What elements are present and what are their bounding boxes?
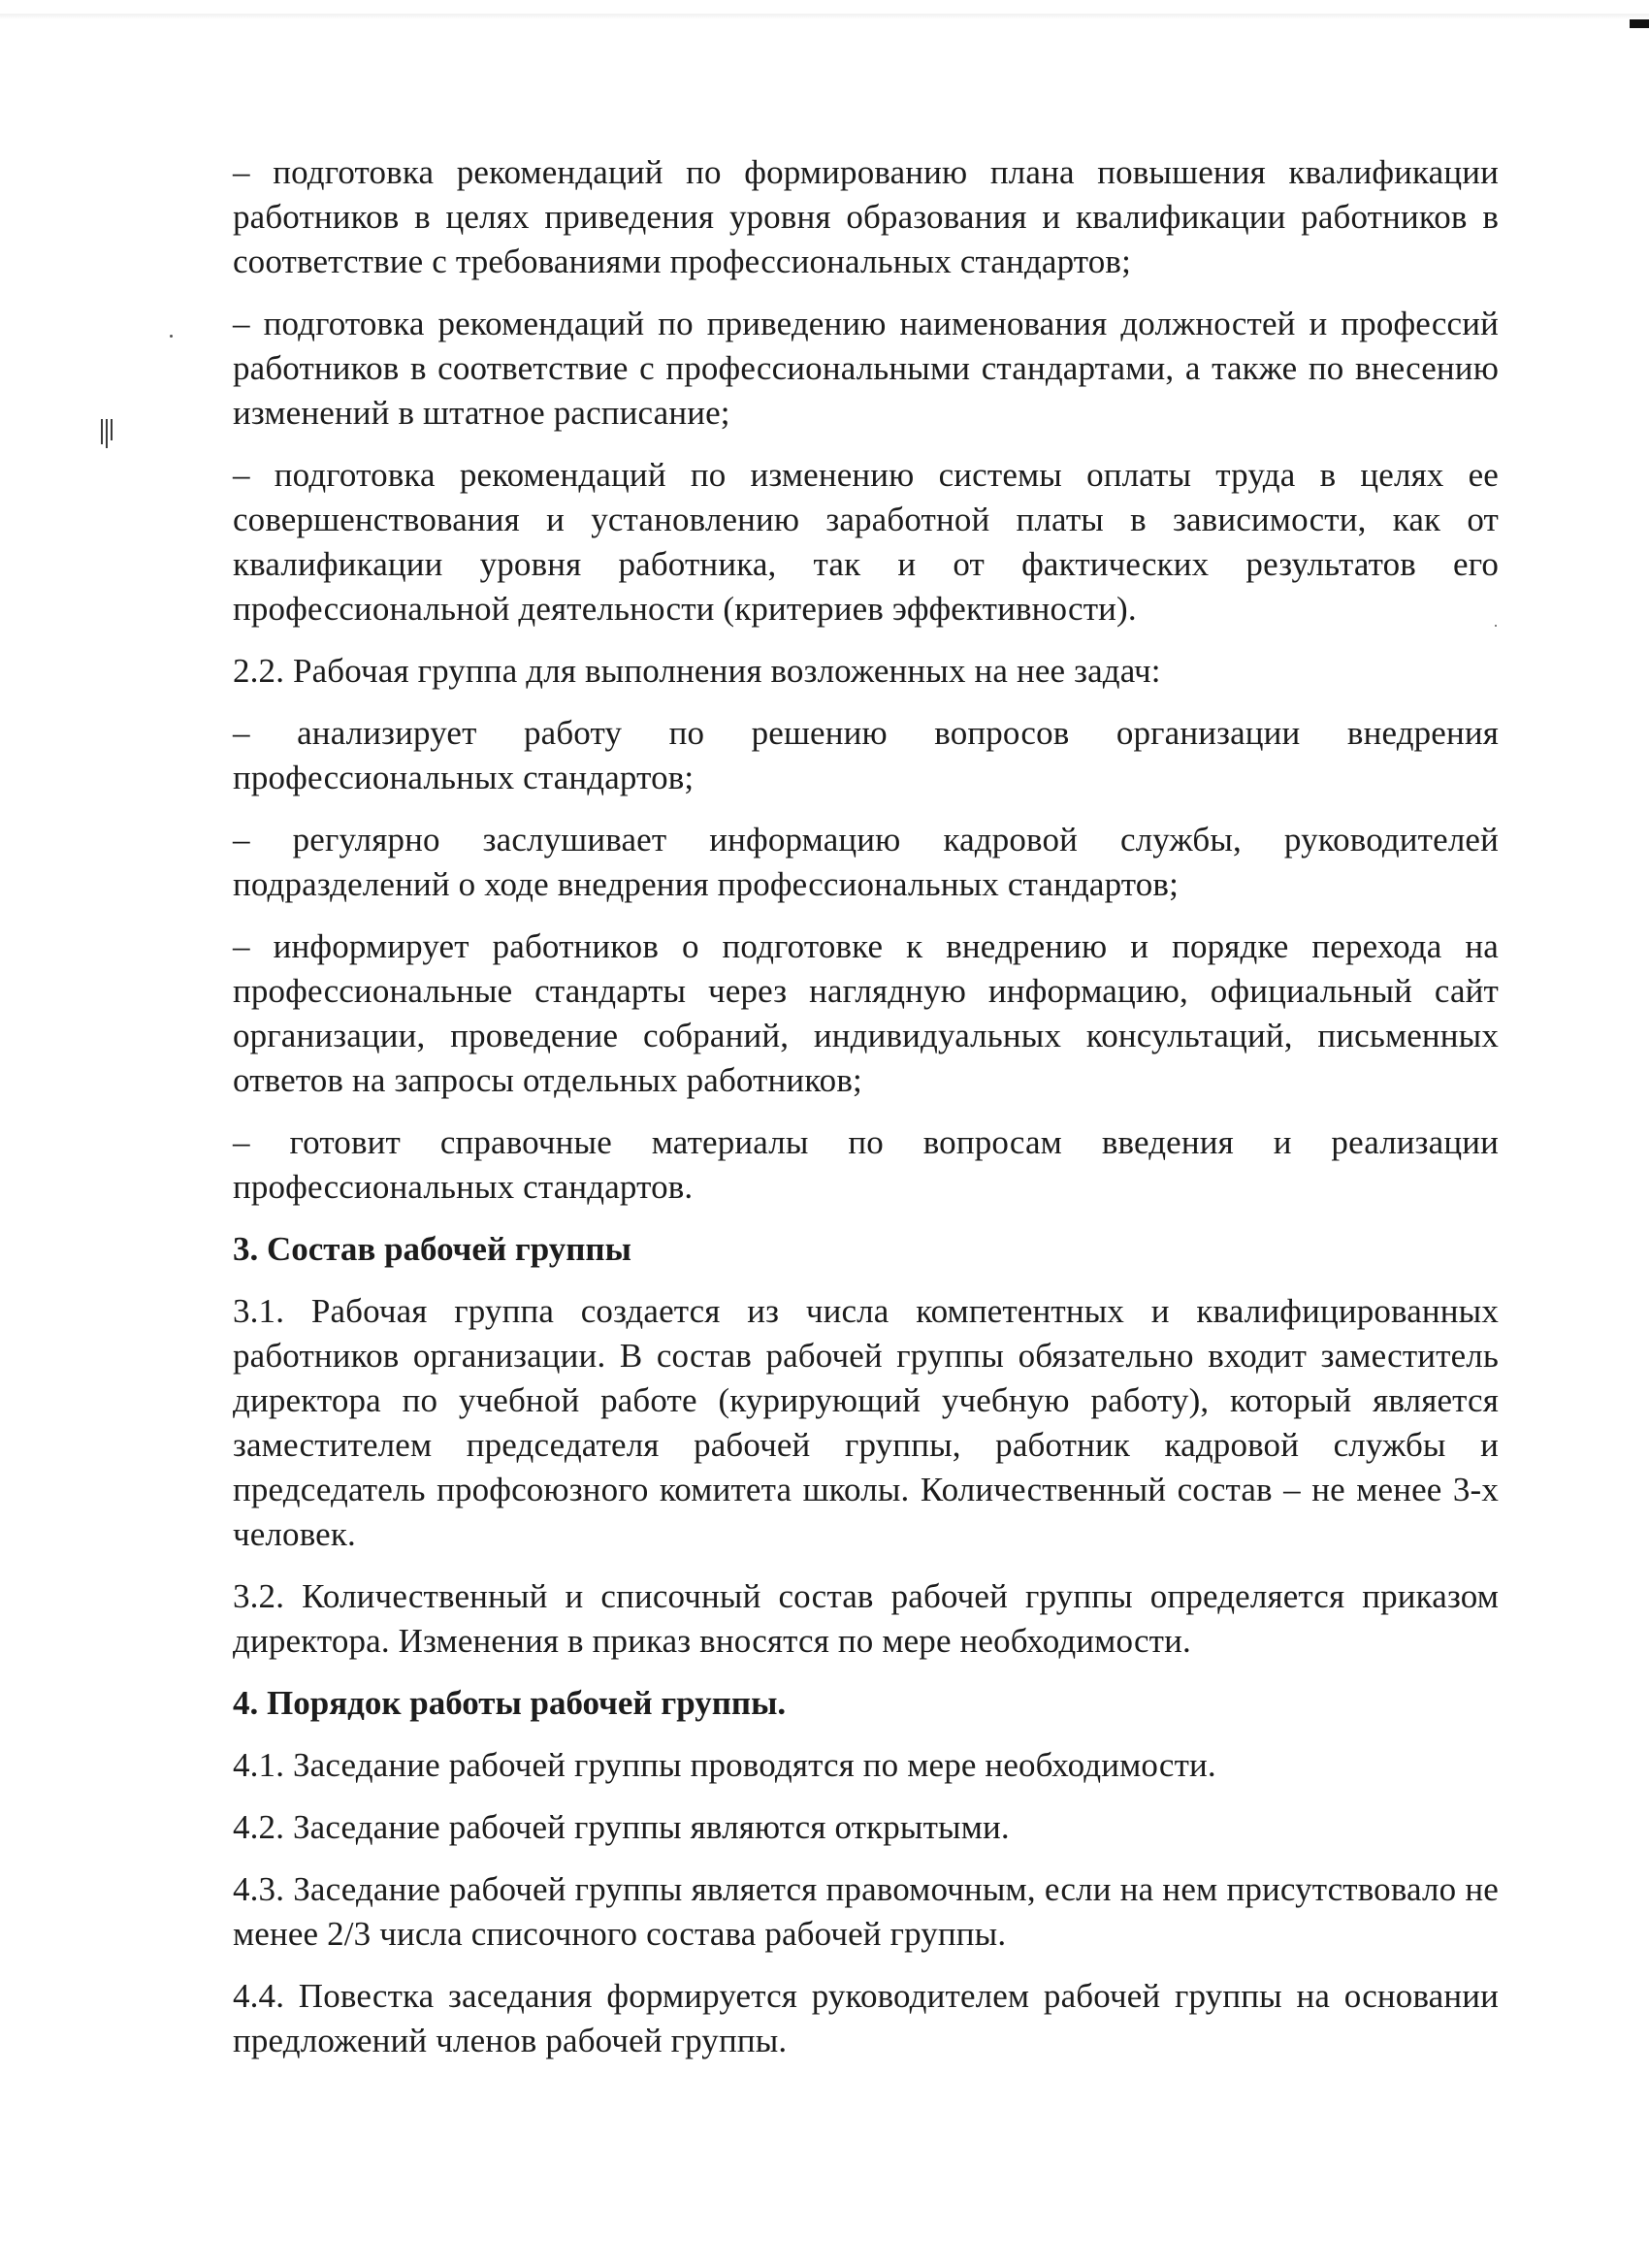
scan-corner-mark	[1630, 19, 1649, 28]
scan-speck	[170, 335, 173, 338]
scan-top-edge-shadow	[0, 14, 1649, 19]
section-heading: 3. Состав рабочей группы	[233, 1230, 631, 1268]
section-heading: 4. Порядок работы рабочей группы.	[233, 1684, 787, 1722]
paragraph: – регулярно заслушивает информацию кадровой службы, руководителей подразделений о ходе внедрения профессиональных стандартов;	[233, 821, 1499, 903]
paragraph: 4.2. Заседание рабочей группы являются открытыми.	[233, 1808, 1010, 1846]
document-body	[233, 150, 1499, 2081]
paragraph: – подготовка рекомендаций по приведению наименования должностей и профессий работников в соответствие с профессиональными стандартами, а также по внесению изменений в штатное расписание;	[233, 305, 1499, 432]
paragraph: 2.2. Рабочая группа для выполнения возложенных на нее задач:	[233, 652, 1161, 690]
paragraph: – подготовка рекомендаций по изменению системы оплаты труда в целях ее совершенствования и установлению заработной платы в зависимости, как от квалификации уровня работника, так и от фактических результатов его профессиональной деятельности (критериев эффективности).	[233, 456, 1499, 628]
paragraph: – анализирует работу по решению вопросов организации внедрения профессиональных стандартов;	[233, 714, 1499, 796]
paragraph: 4.4. Повестка заседания формируется руководителем рабочей группы на основании предложений членов рабочей группы.	[233, 1977, 1499, 2059]
paragraph: 3.2. Количественный и списочный состав рабочей группы определяется приказом директора. Изменения в приказ вносятся по мере необходимости.	[233, 1577, 1499, 1660]
paragraph: 4.1. Заседание рабочей группы проводятся по мере необходимости.	[233, 1746, 1216, 1784]
paragraph: – информирует работников о подготовке к внедрению и порядке перехода на профессиональные стандарты через наглядную информацию, официальный сайт организации, проведение собраний, индивидуальных консультаций, письменных ответов на запросы отдельных работников;	[233, 927, 1499, 1099]
paragraph: 3.1. Рабочая группа создается из числа компетентных и квалифицированных работников организации. В состав рабочей группы обязательно входит заместитель директора по учебной работе (курирующий учебную работу), который является заместителем председателя рабочей группы, работник кадровой службы и председатель профсоюзного комитета школы. Количественный состав – не менее 3-х человек.	[233, 1292, 1499, 1553]
paragraph: 4.3. Заседание рабочей группы является правомочным, если на нем присутствовало не менее 2/3 числа списочного состава рабочей группы.	[233, 1870, 1499, 1953]
scan-margin-mark	[101, 419, 114, 448]
paragraph: – готовит справочные материалы по вопросам введения и реализации профессиональных стандартов.	[233, 1123, 1499, 1206]
paragraph: – подготовка рекомендаций по формированию плана повышения квалификации работников в целях приведения уровня образования и квалификации работников в соответствие с требованиями профессиональных стандартов;	[233, 153, 1499, 280]
